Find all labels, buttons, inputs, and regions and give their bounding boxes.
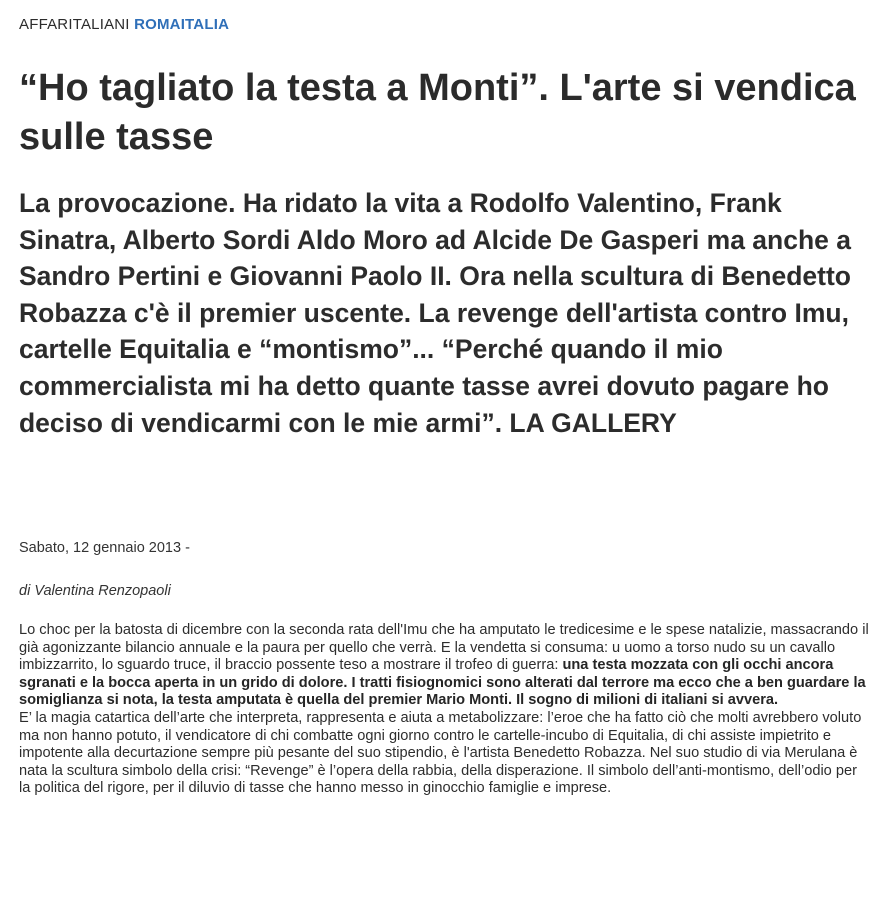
body-paragraph-1-intro: Lo choc per la batosta di dicembre con la seconda rata dell'Imu che ha amputato le tredicesime e le spese natalizie, massacrando il già agonizzante bilancio annuale e la paura per quello che verrà. E la vendetta si consuma: u uomo a torso nudo su un cavallo imbizzarrito, lo sguardo truce, il braccio possente teso a mostrare il trofeo di guerra: [19,622,869,674]
article-subheadline: La provocazione. Ha ridato la vita a Rodolfo Valentino, Frank Sinatra, Alberto Sordi Aldo Moro ad Alcide De Gasperi ma anche a Sandro Pertini e Giovanni Paolo II. Ora nella scultura di Benedetto Robazza c'è il premier uscente. La revenge dell'artista contro Imu, cartelle Equitalia e “montismo”... “Perché quando il mio commercialista mi ha detto quante tasse avrei dovuto pagare ho deciso di vendicarmi con le mie armi”. LA GALLERY [19,188,851,438]
masthead-section[interactable]: ROMAITALIA [134,16,230,33]
article-body [19,622,869,798]
article-byline: di Valentina Renzopaoli [19,583,171,599]
article-headline: “Ho tagliato la testa a Monti”. L'arte si vendica sulle tasse [19,67,856,158]
body-paragraph-2: E’ la magia catartica dell’arte che interpreta, rappresenta e aiuta a metabolizzare: l’eroe che ha fatto ciò che molti avrebbero voluto ma non hanno potuto, il vendicatore di chi combatte ogni giorno contro le cartelle-incubo di Equitalia, di chi assiste impietrito e impotente alla decurtazione sempre più pesante del suo stipendio, è l'artista Benedetto Robazza. Nel suo studio di via Merulana è nata la scultura simbolo della crisi: “Revenge” è l’opera della rabbia, della disperazione. Il simbolo dell’anti-montismo, dell’odio per la politica del rigore, per il diluvio di tasse che hanno messo in ginocchio famiglie e imprese. [19,709,862,797]
body-paragraph-1-bold: una testa mozzata con gli occhi ancora sgranati e la bocca aperta in un grido di dolore. I tratti fisiognomici sono alterati dal terrore ma ecco che a ben guardare la somiglianza si nota, la testa amputata è quella del premier Mario Monti. Il sogno di milioni di italiani si avvera. [19,657,866,709]
masthead-brand: AFFARITALIANI [19,16,130,33]
masthead [19,16,229,33]
article-date: Sabato, 12 gennaio 2013 - [19,540,190,556]
